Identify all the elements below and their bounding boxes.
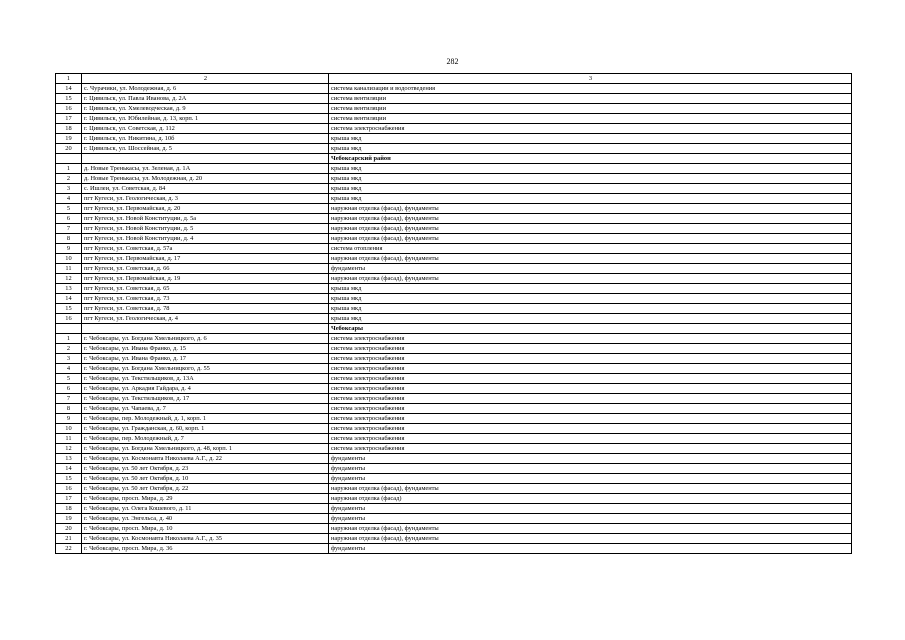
row-number: 18 bbox=[56, 124, 82, 134]
row-address: г. Цивильск, ул. Хмелеводческая, д. 9 bbox=[82, 104, 329, 114]
row-work-type: система электроснабжения bbox=[329, 404, 852, 414]
row-address: г. Чебоксары, ул. Текстильщиков, д. 17 bbox=[82, 394, 329, 404]
row-number: 12 bbox=[56, 274, 82, 284]
row-number: 2 bbox=[56, 344, 82, 354]
table-row bbox=[56, 114, 852, 124]
table-row bbox=[56, 124, 852, 134]
row-work-type: система электроснабжения bbox=[329, 434, 852, 444]
table-row bbox=[56, 304, 852, 314]
table-row bbox=[56, 484, 852, 494]
row-number: 8 bbox=[56, 404, 82, 414]
row-number: 7 bbox=[56, 394, 82, 404]
row-work-type: наружная отделка (фасад), фундаменты bbox=[329, 254, 852, 264]
row-number: 9 bbox=[56, 244, 82, 254]
row-work-type: система электроснабжения bbox=[329, 364, 852, 374]
row-work-type: система канализации и водоотведения bbox=[329, 84, 852, 94]
row-number: 15 bbox=[56, 474, 82, 484]
row-address: г. Чебоксары, просп. Мира, д. 36 bbox=[82, 544, 329, 554]
row-number: 4 bbox=[56, 364, 82, 374]
row-address: г. Чебоксары, ул. Чапаева, д. 7 bbox=[82, 404, 329, 414]
table-row bbox=[56, 194, 852, 204]
row-address: пгт Кугеси, ул. Новой Конституции, д. 4 bbox=[82, 234, 329, 244]
table-row bbox=[56, 444, 852, 454]
row-number: 15 bbox=[56, 94, 82, 104]
table-row bbox=[56, 104, 852, 114]
row-work-type: крыша мкд bbox=[329, 294, 852, 304]
table-row bbox=[56, 134, 852, 144]
row-number: 10 bbox=[56, 424, 82, 434]
row-number: 13 bbox=[56, 454, 82, 464]
row-number: 2 bbox=[56, 174, 82, 184]
row-number: 19 bbox=[56, 134, 82, 144]
table-row bbox=[56, 354, 852, 364]
table-row bbox=[56, 494, 852, 504]
row-number: 3 bbox=[56, 184, 82, 194]
row-number: 21 bbox=[56, 534, 82, 544]
row-work-type: крыша мкд bbox=[329, 134, 852, 144]
row-work-type: наружная отделка (фасад), фундаменты bbox=[329, 224, 852, 234]
row-work-type: наружная отделка (фасад), фундаменты bbox=[329, 484, 852, 494]
row-number: 11 bbox=[56, 264, 82, 274]
row-work-type: наружная отделка (фасад), фундаменты bbox=[329, 234, 852, 244]
table-row bbox=[56, 534, 852, 544]
row-address: пгт Кугеси, ул. Советская, д. 73 bbox=[82, 294, 329, 304]
table-row bbox=[56, 374, 852, 384]
row-number: 10 bbox=[56, 254, 82, 264]
row-work-type: крыша мкд bbox=[329, 164, 852, 174]
row-address: г. Цивильск, ул. Советская, д. 112 bbox=[82, 124, 329, 134]
row-number: 15 bbox=[56, 304, 82, 314]
row-address: пгт Кугеси, ул. Советская, д. 57а bbox=[82, 244, 329, 254]
table-row bbox=[56, 274, 852, 284]
section-title: Чебоксары bbox=[329, 324, 852, 334]
row-work-type: система электроснабжения bbox=[329, 334, 852, 344]
row-work-type: система электроснабжения bbox=[329, 394, 852, 404]
table-row bbox=[56, 364, 852, 374]
table-row bbox=[56, 434, 852, 444]
works-table bbox=[55, 73, 852, 554]
table-row bbox=[56, 384, 852, 394]
row-work-type: система вентиляции bbox=[329, 104, 852, 114]
section-empty-cell bbox=[56, 324, 82, 334]
table-row bbox=[56, 314, 852, 324]
table-row bbox=[56, 214, 852, 224]
section-title: Чебоксарский район bbox=[329, 154, 852, 164]
section-header-row bbox=[56, 154, 852, 164]
row-address: г. Цивильск, ул. Шоссейная, д. 5 bbox=[82, 144, 329, 154]
table-row bbox=[56, 244, 852, 254]
row-address: г. Чебоксары, ул. 50 лет Октября, д. 23 bbox=[82, 464, 329, 474]
row-address: г. Чебоксары, ул. Аркадия Гайдара, д. 4 bbox=[82, 384, 329, 394]
section-header-row bbox=[56, 324, 852, 334]
row-address: пгт Кугеси, ул. Советская, д. 65 bbox=[82, 284, 329, 294]
table-row bbox=[56, 184, 852, 194]
row-address: пгт Кугеси, ул. Новой Конституции, д. 5 bbox=[82, 224, 329, 234]
row-address: г. Чебоксары, ул. Космонавта Николаева А.Г., д. 35 bbox=[82, 534, 329, 544]
row-work-type: фундаменты bbox=[329, 504, 852, 514]
row-address: г. Чебоксары, пер. Молодежный, д. 7 bbox=[82, 434, 329, 444]
table-row bbox=[56, 174, 852, 184]
row-work-type: система отопления bbox=[329, 244, 852, 254]
table-row bbox=[56, 254, 852, 264]
row-address: с. Чурачики, ул. Молодежная, д. 6 bbox=[82, 84, 329, 94]
table-row bbox=[56, 474, 852, 484]
row-address: г. Чебоксары, ул. Богдана Хмельницкого, д. 48, корп. 1 bbox=[82, 444, 329, 454]
header-col-work-type: 3 bbox=[329, 74, 852, 84]
row-work-type: фундаменты bbox=[329, 514, 852, 524]
table-row bbox=[56, 544, 852, 554]
row-address: г. Цивильск, ул. Юбилейная, д. 13, корп. 1 bbox=[82, 114, 329, 124]
row-address: г. Чебоксары, ул. Энгельса, д. 40 bbox=[82, 514, 329, 524]
row-work-type: система электроснабжения bbox=[329, 384, 852, 394]
table-row bbox=[56, 234, 852, 244]
row-number: 14 bbox=[56, 464, 82, 474]
table-row bbox=[56, 414, 852, 424]
row-work-type: крыша мкд bbox=[329, 304, 852, 314]
table-row bbox=[56, 164, 852, 174]
row-work-type: система электроснабжения bbox=[329, 414, 852, 424]
table-row bbox=[56, 224, 852, 234]
row-work-type: система электроснабжения bbox=[329, 424, 852, 434]
section-empty-cell bbox=[82, 154, 329, 164]
row-work-type: наружная отделка (фасад), фундаменты bbox=[329, 274, 852, 284]
table-row bbox=[56, 294, 852, 304]
table-row bbox=[56, 454, 852, 464]
row-work-type: система электроснабжения bbox=[329, 344, 852, 354]
row-address: г. Чебоксары, пер. Молодежный, д. 1, корп. 1 bbox=[82, 414, 329, 424]
row-address: д. Новые Тренькасы, ул. Молодежная, д. 20 bbox=[82, 174, 329, 184]
table-row bbox=[56, 464, 852, 474]
row-address: г. Чебоксары, ул. 50 лет Октября, д. 22 bbox=[82, 484, 329, 494]
row-work-type: фундаменты bbox=[329, 264, 852, 274]
row-work-type: крыша мкд bbox=[329, 194, 852, 204]
table-row bbox=[56, 394, 852, 404]
row-work-type: система электроснабжения bbox=[329, 374, 852, 384]
row-number: 16 bbox=[56, 104, 82, 114]
table-row bbox=[56, 94, 852, 104]
row-address: г. Чебоксары, ул. Космонавта Николаева А.Г., д. 22 bbox=[82, 454, 329, 464]
row-address: пгт Кугеси, ул. Советская, д. 78 bbox=[82, 304, 329, 314]
table-header-row bbox=[56, 74, 852, 84]
row-work-type: фундаменты bbox=[329, 544, 852, 554]
row-address: д. Новые Тренькасы, ул. Зеленая, д. 1А bbox=[82, 164, 329, 174]
row-number: 6 bbox=[56, 384, 82, 394]
section-empty-cell bbox=[56, 154, 82, 164]
row-number: 6 bbox=[56, 214, 82, 224]
table-row bbox=[56, 404, 852, 414]
row-number: 16 bbox=[56, 484, 82, 494]
row-address: пгт Кугеси, ул. Новой Конституции, д. 5а bbox=[82, 214, 329, 224]
row-work-type: крыша мкд bbox=[329, 314, 852, 324]
table-row bbox=[56, 334, 852, 344]
row-number: 22 bbox=[56, 544, 82, 554]
row-address: г. Чебоксары, ул. Богдана Хмельницкого, д. 55 bbox=[82, 364, 329, 374]
table-row bbox=[56, 144, 852, 154]
row-address: г. Цивильск, ул. Никитина, д. 10б bbox=[82, 134, 329, 144]
row-address: г. Чебоксары, просп. Мира, д. 10 bbox=[82, 524, 329, 534]
row-address: г. Чебоксары, ул. Ивана Франко, д. 15 bbox=[82, 344, 329, 354]
row-work-type: крыша мкд bbox=[329, 144, 852, 154]
row-work-type: наружная отделка (фасад) bbox=[329, 494, 852, 504]
table-row bbox=[56, 424, 852, 434]
row-address: пгт Кугеси, ул. Первомайская, д. 20 bbox=[82, 204, 329, 214]
row-address: пгт Кугеси, ул. Первомайская, д. 17 bbox=[82, 254, 329, 264]
row-number: 5 bbox=[56, 204, 82, 214]
row-address: пгт Кугеси, ул. Советская, д. 66 bbox=[82, 264, 329, 274]
row-address: г. Цивильск, ул. Павла Иванова, д. 2А bbox=[82, 94, 329, 104]
row-work-type: система вентиляции bbox=[329, 94, 852, 104]
section-empty-cell bbox=[82, 324, 329, 334]
row-number: 20 bbox=[56, 144, 82, 154]
page-number: 282 bbox=[446, 57, 459, 66]
row-work-type: система электроснабжения bbox=[329, 354, 852, 364]
row-work-type: наружная отделка (фасад), фундаменты bbox=[329, 204, 852, 214]
row-number: 17 bbox=[56, 494, 82, 504]
row-number: 8 bbox=[56, 234, 82, 244]
table-row bbox=[56, 514, 852, 524]
row-address: пгт Кугеси, ул. Первомайская, д. 19 bbox=[82, 274, 329, 284]
row-number: 16 bbox=[56, 314, 82, 324]
table-row bbox=[56, 84, 852, 94]
row-number: 7 bbox=[56, 224, 82, 234]
row-address: г. Чебоксары, ул. Текстильщиков, д. 13А bbox=[82, 374, 329, 384]
row-work-type: фундаменты bbox=[329, 454, 852, 464]
row-address: г. Чебоксары, ул. Олега Кошевого, д. 11 bbox=[82, 504, 329, 514]
row-work-type: наружная отделка (фасад), фундаменты bbox=[329, 524, 852, 534]
row-work-type: фундаменты bbox=[329, 464, 852, 474]
row-number: 12 bbox=[56, 444, 82, 454]
table-row bbox=[56, 524, 852, 534]
row-number: 18 bbox=[56, 504, 82, 514]
table-row bbox=[56, 504, 852, 514]
row-number: 19 bbox=[56, 514, 82, 524]
row-work-type: крыша мкд bbox=[329, 174, 852, 184]
row-address: с. Ишлеи, ул. Советская, д. 84 bbox=[82, 184, 329, 194]
header-col-address: 2 bbox=[82, 74, 329, 84]
row-address: пгт Кугеси, ул. Геологическая, д. 3 bbox=[82, 194, 329, 204]
row-work-type: фундаменты bbox=[329, 474, 852, 484]
table-row bbox=[56, 284, 852, 294]
row-number: 4 bbox=[56, 194, 82, 204]
row-work-type: наружная отделка (фасад), фундаменты bbox=[329, 214, 852, 224]
row-number: 5 bbox=[56, 374, 82, 384]
row-work-type: система электроснабжения bbox=[329, 444, 852, 454]
row-work-type: система вентиляции bbox=[329, 114, 852, 124]
table-row bbox=[56, 344, 852, 354]
row-number: 1 bbox=[56, 334, 82, 344]
row-number: 11 bbox=[56, 434, 82, 444]
row-number: 3 bbox=[56, 354, 82, 364]
row-number: 13 bbox=[56, 284, 82, 294]
row-work-type: наружная отделка (фасад), фундаменты bbox=[329, 534, 852, 544]
row-address: г. Чебоксары, ул. Гражданская, д. 60, корп. 1 bbox=[82, 424, 329, 434]
row-address: г. Чебоксары, ул. Ивана Франко, д. 17 bbox=[82, 354, 329, 364]
table-row bbox=[56, 204, 852, 214]
row-address: г. Чебоксары, просп. Мира, д. 29 bbox=[82, 494, 329, 504]
row-number: 1 bbox=[56, 164, 82, 174]
header-col-number: 1 bbox=[56, 74, 82, 84]
row-number: 17 bbox=[56, 114, 82, 124]
row-address: г. Чебоксары, ул. 50 лет Октября, д. 10 bbox=[82, 474, 329, 484]
table-body bbox=[56, 74, 852, 554]
row-number: 14 bbox=[56, 84, 82, 94]
row-number: 9 bbox=[56, 414, 82, 424]
row-work-type: система электроснабжения bbox=[329, 124, 852, 134]
table-row bbox=[56, 264, 852, 274]
row-address: г. Чебоксары, ул. Богдана Хмельницкого, д. 6 bbox=[82, 334, 329, 344]
row-address: пгт Кугеси, ул. Геологическая, д. 4 bbox=[82, 314, 329, 324]
row-work-type: крыша мкд bbox=[329, 284, 852, 294]
row-work-type: крыша мкд bbox=[329, 184, 852, 194]
row-number: 14 bbox=[56, 294, 82, 304]
row-number: 20 bbox=[56, 524, 82, 534]
